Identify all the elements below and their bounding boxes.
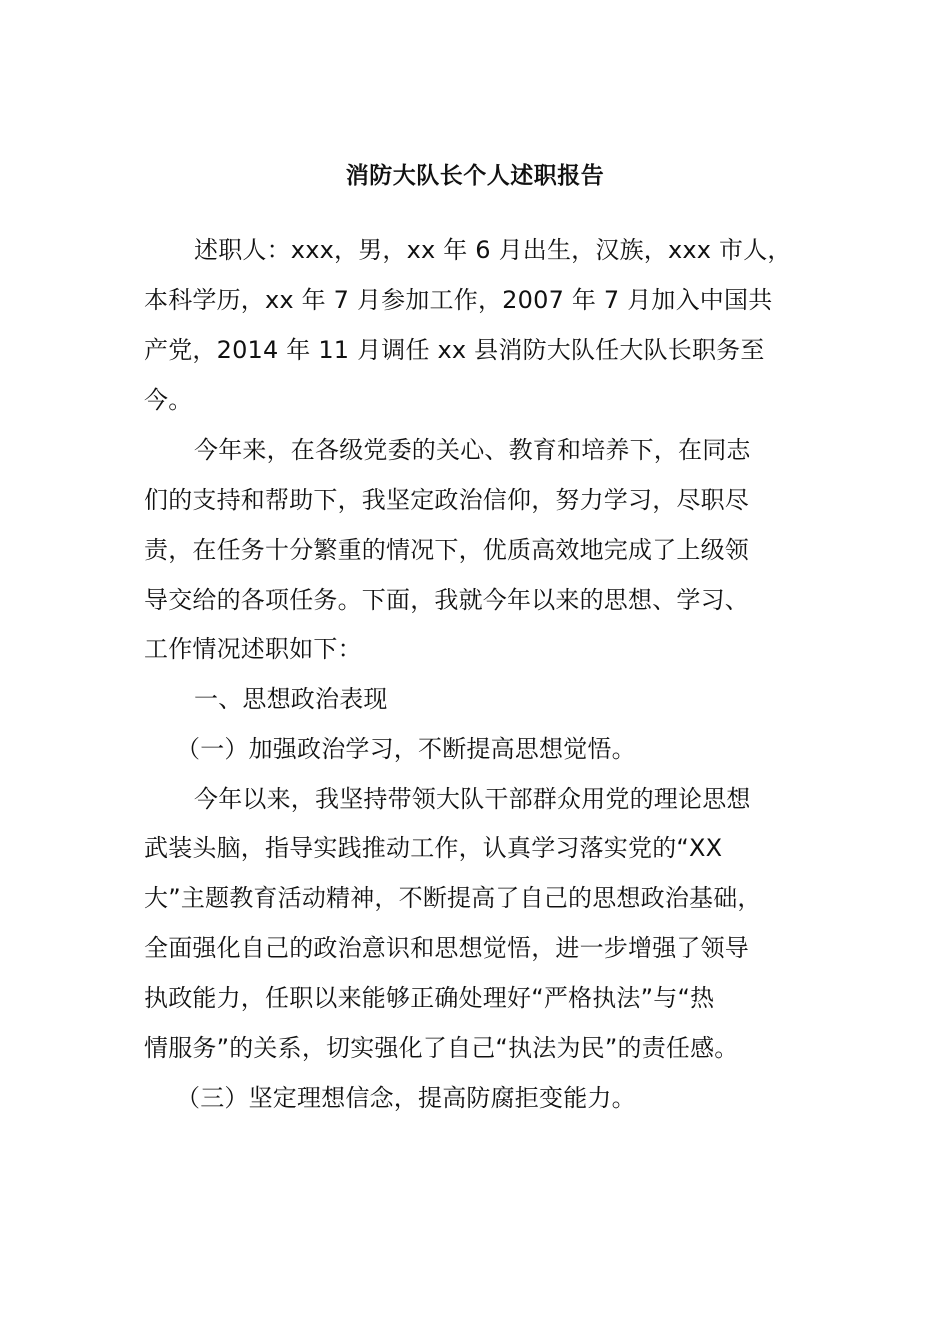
paragraph-line: 武装头脑，指导实践推动工作，认真学习落实党的“XX [144,834,723,862]
paragraph-line: 全面强化自己的政治意识和思想觉悟，进一步增强了领导 [144,934,749,962]
paragraph-line: 大”主题教育活动精神，不断提高了自己的思想政治基础， [144,884,762,912]
subsection-heading: （一）加强政治学习，不断提高思想觉悟。 [176,735,636,763]
paragraph-line: 述职人：xxx，男，xx 年 6 月出生，汉族，xxx 市人， [194,236,792,264]
paragraph-line: 今。 [144,386,193,414]
section-heading: 一、思想政治表现 [194,685,388,713]
paragraph-line: 们的支持和帮助下，我坚定政治信仰，努力学习，尽职尽 [144,486,749,514]
paragraph-line: 责，在任务十分繁重的情况下，优质高效地完成了上级领 [144,536,749,564]
paragraph-line: 执政能力，任职以来能够正确处理好“严格执法”与“热 [144,984,715,1012]
paragraph-line: 产党，2014 年 11 月调任 xx 县消防大队任大队长职务至 [144,336,765,364]
paragraph-line: 导交给的各项任务。下面，我就今年以来的思想、学习、 [144,586,749,614]
paragraph-line: 今年来，在各级党委的关心、教育和培养下，在同志 [194,436,751,464]
paragraph-line: 情服务”的关系，切实强化了自己“执法为民”的责任感。 [144,1034,739,1062]
paragraph-line: 本科学历，xx 年 7 月参加工作，2007 年 7 月加入中国共 [144,286,773,314]
subsection-heading: （三）坚定理想信念，提高防腐拒变能力。 [176,1084,636,1112]
document-title: 消防大队长个人述职报告 [345,163,605,189]
paragraph-line: 今年以来，我坚持带领大队干部群众用党的理论思想 [194,785,751,813]
paragraph-line: 工作情况述职如下： [144,635,362,663]
